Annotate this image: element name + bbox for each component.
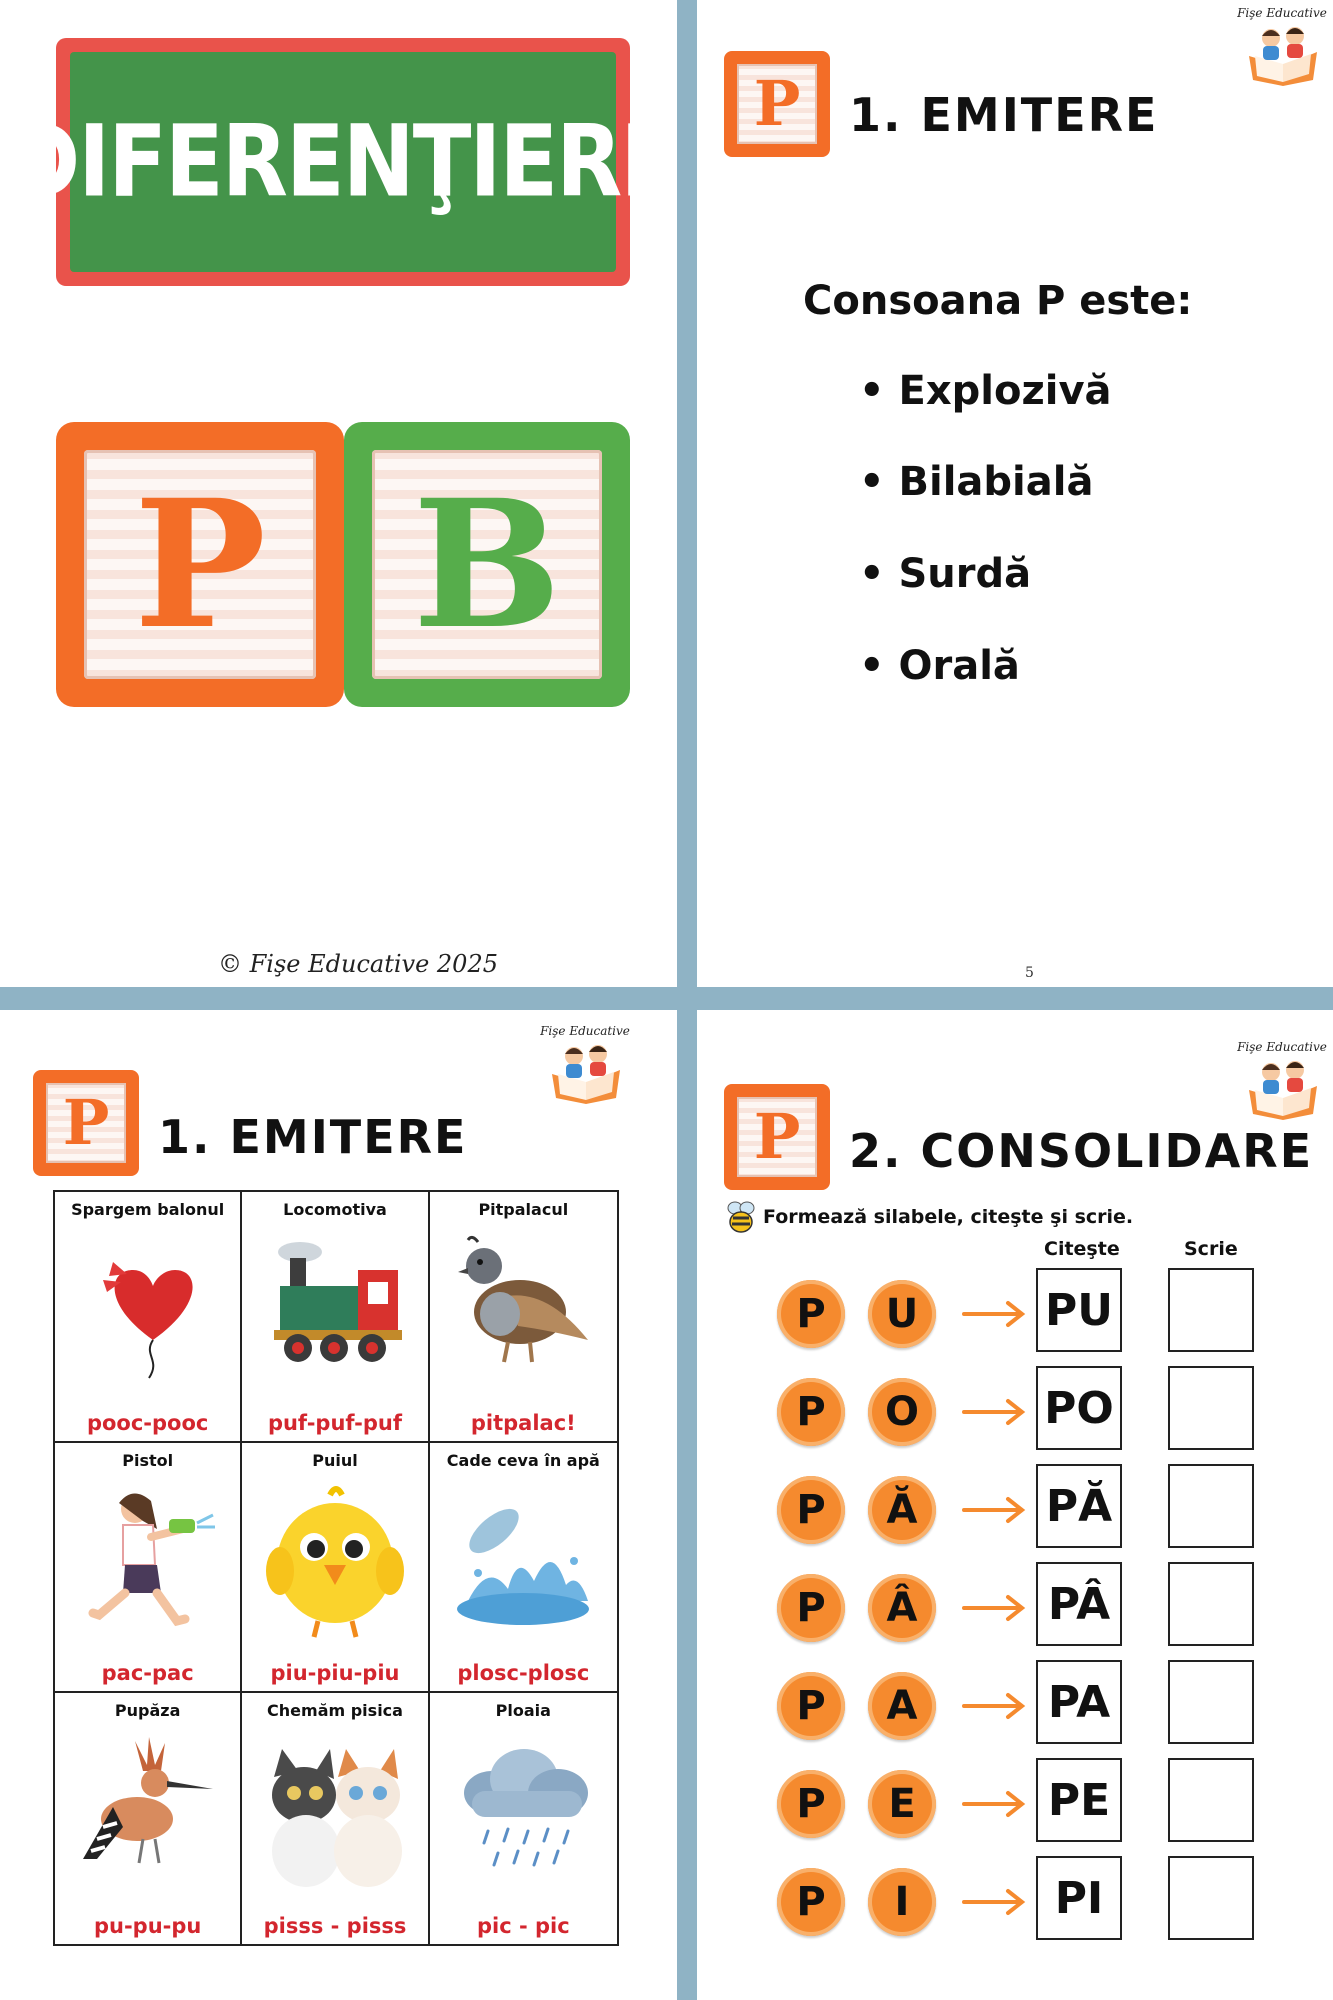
chick-icon bbox=[260, 1481, 410, 1641]
card-title: Spargem balonul bbox=[71, 1200, 225, 1219]
consonant-circle: P bbox=[777, 1476, 845, 1544]
traits-intro: Consoana P este: bbox=[803, 278, 1193, 324]
kids-reading-book-icon bbox=[1245, 1056, 1321, 1120]
sound-card bbox=[242, 1192, 429, 1443]
card-sound: pisss - pisss bbox=[263, 1914, 407, 1938]
syllable-box: PU bbox=[1036, 1268, 1122, 1352]
vowel-circle: I bbox=[868, 1868, 936, 1936]
card-sound: pitpalac! bbox=[470, 1410, 576, 1435]
card-title: Pupăza bbox=[114, 1701, 181, 1721]
write-box[interactable] bbox=[1168, 1856, 1254, 1940]
block-letter: P bbox=[62, 1086, 110, 1159]
block-letter: B bbox=[412, 461, 562, 668]
vowel-circle: E bbox=[868, 1770, 936, 1838]
girl-water-pistol-icon bbox=[73, 1481, 223, 1641]
letter-block-p bbox=[724, 51, 830, 157]
section-heading: 2. CONSOLIDARE bbox=[849, 1124, 1314, 1178]
hoopoe-icon bbox=[73, 1731, 223, 1891]
section-heading: 1. EMITERE bbox=[158, 1110, 468, 1164]
block-letter: P bbox=[753, 1100, 801, 1173]
column-header-write: Scrie bbox=[1184, 1238, 1238, 1260]
write-box[interactable] bbox=[1168, 1562, 1254, 1646]
write-box[interactable] bbox=[1168, 1660, 1254, 1744]
letter-block-p bbox=[724, 1084, 830, 1190]
kids-reading-book-icon bbox=[1245, 22, 1321, 86]
consonant-circle: P bbox=[777, 1378, 845, 1446]
vowel-circle: Â bbox=[868, 1574, 936, 1642]
cover-title: DIFERENŢIERE bbox=[8, 104, 677, 220]
title-banner bbox=[8, 38, 677, 286]
heart-balloon-icon bbox=[83, 1230, 213, 1380]
arrow-right-icon bbox=[962, 1398, 1026, 1426]
section-heading: 1. EMITERE bbox=[849, 88, 1159, 142]
write-box[interactable] bbox=[1168, 1758, 1254, 1842]
quail-icon bbox=[448, 1230, 598, 1380]
sound-card bbox=[242, 1693, 429, 1944]
copyright-text: © Fişe Educative 2025 bbox=[218, 950, 498, 978]
water-splash-icon bbox=[448, 1481, 598, 1641]
card-title: Chemăm pisica bbox=[267, 1701, 403, 1721]
card-title: Puiul bbox=[312, 1450, 358, 1470]
kids-reading-book-icon bbox=[548, 1040, 624, 1104]
vowel-circle: U bbox=[868, 1280, 936, 1348]
syllable-row bbox=[697, 1280, 1333, 1360]
consonant-circle: P bbox=[777, 1574, 845, 1642]
cats-icon bbox=[260, 1731, 410, 1891]
block-letter: P bbox=[753, 67, 801, 140]
card-title: Cade ceva în apă bbox=[446, 1450, 600, 1470]
logo-text: Fişe Educative bbox=[1237, 1040, 1327, 1054]
write-box[interactable] bbox=[1168, 1366, 1254, 1450]
sound-card bbox=[242, 1443, 429, 1694]
vowel-circle: Ă bbox=[868, 1476, 936, 1544]
brand-logo bbox=[1237, 6, 1327, 86]
write-box[interactable] bbox=[1168, 1464, 1254, 1548]
card-sound: pooc-pooc bbox=[86, 1410, 209, 1435]
arrow-right-icon bbox=[962, 1496, 1026, 1524]
arrow-right-icon bbox=[962, 1594, 1026, 1622]
syllable-box: PE bbox=[1036, 1758, 1122, 1842]
arrow-right-icon bbox=[962, 1300, 1026, 1328]
trait-item: • Surdă bbox=[859, 551, 1032, 597]
syllable-row bbox=[697, 1378, 1333, 1458]
syllable-row bbox=[697, 1574, 1333, 1654]
page-consolidare bbox=[697, 1010, 1333, 2000]
consonant-circle: P bbox=[777, 1868, 845, 1936]
logo-text: Fişe Educative bbox=[1237, 6, 1327, 20]
card-sound: pu-pu-pu bbox=[93, 1914, 202, 1938]
card-sound: pac-pac bbox=[101, 1661, 194, 1686]
card-sound: puf-puf-puf bbox=[267, 1410, 403, 1435]
rain-cloud-icon bbox=[448, 1731, 598, 1891]
syllable-box: PO bbox=[1036, 1366, 1122, 1450]
arrow-right-icon bbox=[962, 1888, 1026, 1916]
exercise-instruction: Formează silabele, citeşte şi scrie. bbox=[763, 1206, 1134, 1228]
brand-logo bbox=[540, 1024, 630, 1104]
card-sound: pic - pic bbox=[476, 1914, 570, 1938]
sound-card bbox=[430, 1192, 617, 1443]
consonant-circle: P bbox=[777, 1672, 845, 1740]
consonant-circle: P bbox=[777, 1770, 845, 1838]
block-letter: P bbox=[133, 461, 267, 668]
syllable-box: PĂ bbox=[1036, 1464, 1122, 1548]
arrow-right-icon bbox=[962, 1790, 1026, 1818]
write-box[interactable] bbox=[1168, 1268, 1254, 1352]
syllable-box: PI bbox=[1036, 1856, 1122, 1940]
syllable-box: PÂ bbox=[1036, 1562, 1122, 1646]
column-header-read: Citeşte bbox=[1044, 1238, 1120, 1260]
card-title: Locomotiva bbox=[283, 1200, 387, 1219]
page-number: 5 bbox=[1025, 965, 1034, 981]
letter-block-p bbox=[33, 1070, 139, 1176]
trait-item: • Orală bbox=[859, 643, 1020, 689]
page-emitere-traits bbox=[697, 0, 1333, 987]
vowel-circle: A bbox=[868, 1672, 936, 1740]
syllable-box: PA bbox=[1036, 1660, 1122, 1744]
vowel-circle: O bbox=[868, 1378, 936, 1446]
arrow-right-icon bbox=[962, 1692, 1026, 1720]
train-icon bbox=[260, 1230, 410, 1380]
trait-item: • Bilabială bbox=[859, 459, 1094, 505]
syllable-row bbox=[697, 1770, 1333, 1850]
syllable-row bbox=[697, 1672, 1333, 1752]
consonant-circle: P bbox=[777, 1280, 845, 1348]
card-sound: plosc-plosc bbox=[457, 1661, 590, 1686]
cover-page bbox=[0, 0, 677, 987]
letter-block-b bbox=[344, 422, 630, 707]
letter-block-p bbox=[56, 422, 344, 707]
card-sound: piu-piu-piu bbox=[270, 1661, 400, 1686]
card-title: Ploaia bbox=[495, 1701, 551, 1721]
trait-item: • Explozivă bbox=[859, 368, 1112, 414]
page-emitere-cards bbox=[0, 1010, 677, 2000]
sound-card bbox=[55, 1443, 242, 1694]
syllable-row bbox=[697, 1868, 1333, 1948]
syllable-row bbox=[697, 1476, 1333, 1556]
bee-icon bbox=[725, 1200, 757, 1234]
card-title: Pitpalacul bbox=[478, 1200, 569, 1219]
sound-card bbox=[55, 1693, 242, 1944]
sound-card bbox=[55, 1192, 242, 1443]
card-title: Pistol bbox=[122, 1450, 174, 1470]
sound-card bbox=[430, 1693, 617, 1944]
sound-cards-grid bbox=[53, 1190, 619, 1946]
sound-card bbox=[430, 1443, 617, 1694]
logo-text: Fişe Educative bbox=[540, 1024, 630, 1038]
brand-logo bbox=[1237, 1040, 1327, 1120]
